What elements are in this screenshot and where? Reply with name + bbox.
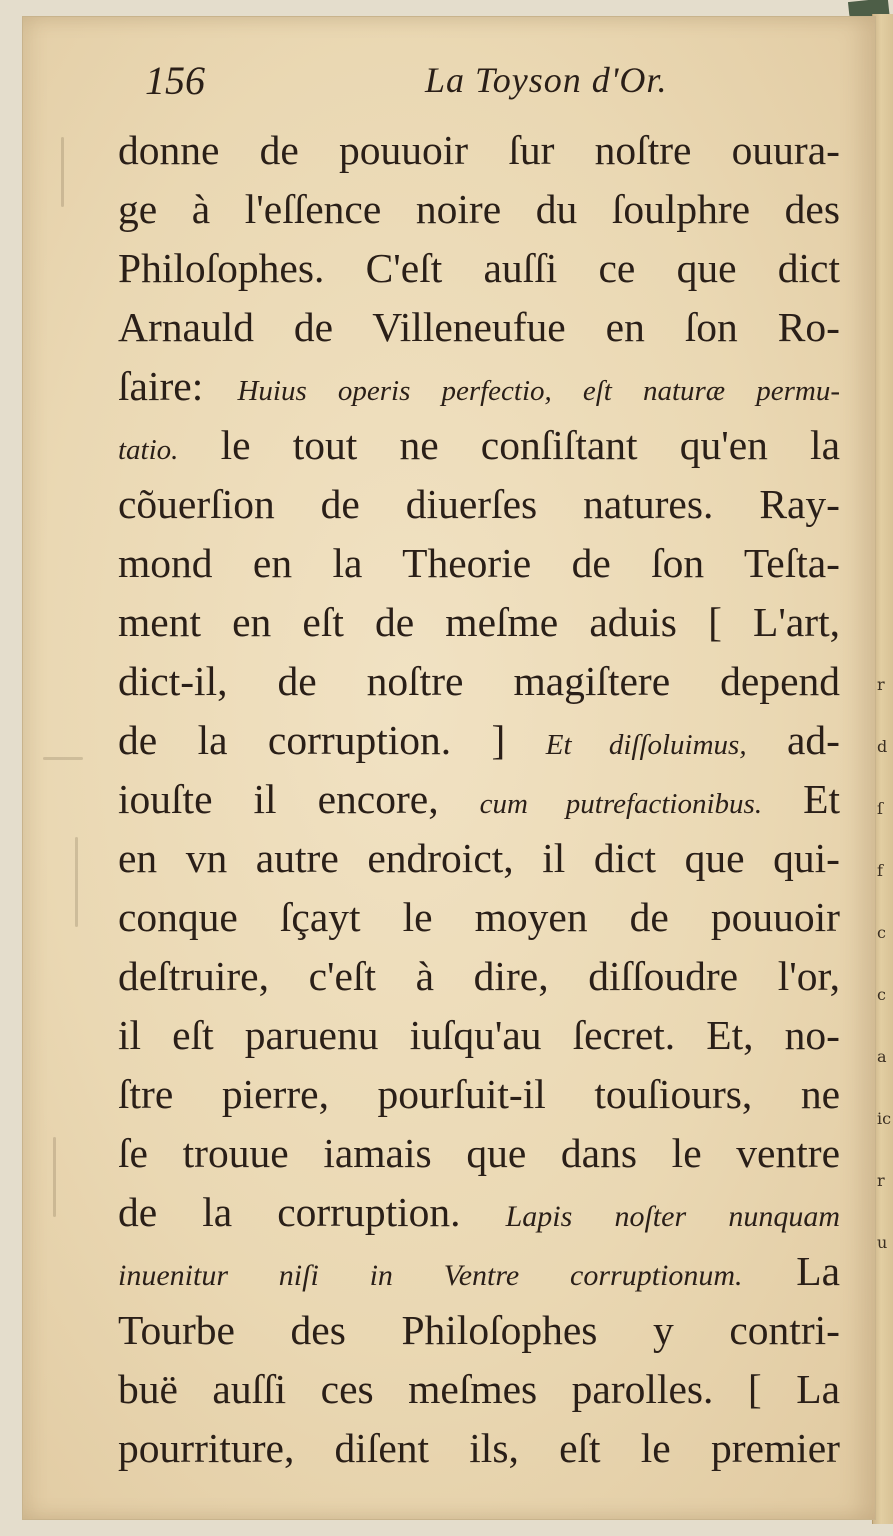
text-line: il eſt paruenu iuſqu'au ſecret. Et, no- <box>118 1012 840 1058</box>
text-line: ſe trouue iamais que dans le ventre <box>118 1130 840 1176</box>
text-line: iouſte il encore, cum putrefactionibus. Et <box>118 776 840 822</box>
text-line: dict-il, de noſtre magiſtere depend <box>118 658 840 704</box>
text-line: ſtre pierre, pourſuit-il touſiours, ne <box>118 1071 840 1117</box>
page-number: 156 <box>145 58 205 103</box>
text-line: pourriture, diſent ils, eſt le premier <box>118 1425 840 1471</box>
show-through-mark <box>53 1137 56 1217</box>
show-through-mark <box>61 137 64 207</box>
text-line: donne de pouuoir ſur noſtre ouura- <box>118 127 840 173</box>
text-line: Arnauld de Villeneufue en ſon Ro- <box>118 304 840 350</box>
latin-quotation: Et diſſoluimus, <box>545 729 747 761</box>
text-line: mond en la Theorie de ſon Teſta- <box>118 540 840 586</box>
show-through-mark <box>43 757 83 760</box>
latin-quotation: tatio. <box>118 434 179 466</box>
text-line: inuenitur niſi in Ventre corruptionum. La <box>118 1248 840 1294</box>
latin-quotation: inuenitur niſi in Ventre corruptionum. <box>118 1259 743 1292</box>
latin-quotation: Huius operis perfectio, eſt naturæ permu- <box>237 375 841 407</box>
latin-quotation: cum putrefactionibus. <box>479 788 763 820</box>
running-title: La Toyson d'Or. <box>425 60 668 100</box>
text-line: deſtruire, c'eſt à dire, diſſoudre l'or, <box>118 953 840 999</box>
text-line: Tourbe des Philoſophes y contri- <box>118 1307 840 1353</box>
text-line: ge à l'eſſence noire du ſoulphre des <box>118 186 840 232</box>
text-line: ment en eſt de meſme aduis [ L'art, <box>118 599 840 645</box>
text-line: de la corruption. Lapis noſter nunquam <box>118 1189 840 1235</box>
facing-page-letters: r d ſ f c c a ic r u <box>877 675 892 1252</box>
running-head <box>23 57 875 107</box>
text-line: en vn autre endroict, il dict que qui- <box>118 835 840 881</box>
body-text <box>118 121 840 1478</box>
text-line: de la corruption. ] Et diſſoluimus, ad- <box>118 717 840 763</box>
book-page <box>22 16 876 1520</box>
latin-quotation: Lapis noſter nunquam <box>505 1200 840 1233</box>
text-line: ſaire: Huius operis perfectio, eſt naturæ permu- <box>118 363 841 409</box>
text-line: conque ſçayt le moyen de pouuoir <box>118 894 840 940</box>
text-line: tatio. le tout ne conſiſtant qu'en la <box>118 422 840 468</box>
show-through-mark <box>75 837 78 927</box>
text-line: buë auſſi ces meſmes parolles. [ La <box>118 1366 840 1412</box>
text-line: Philoſophes. C'eſt auſſi ce que dict <box>118 245 840 291</box>
text-line: cõuerſion de diuerſes natures. Ray- <box>118 481 840 527</box>
